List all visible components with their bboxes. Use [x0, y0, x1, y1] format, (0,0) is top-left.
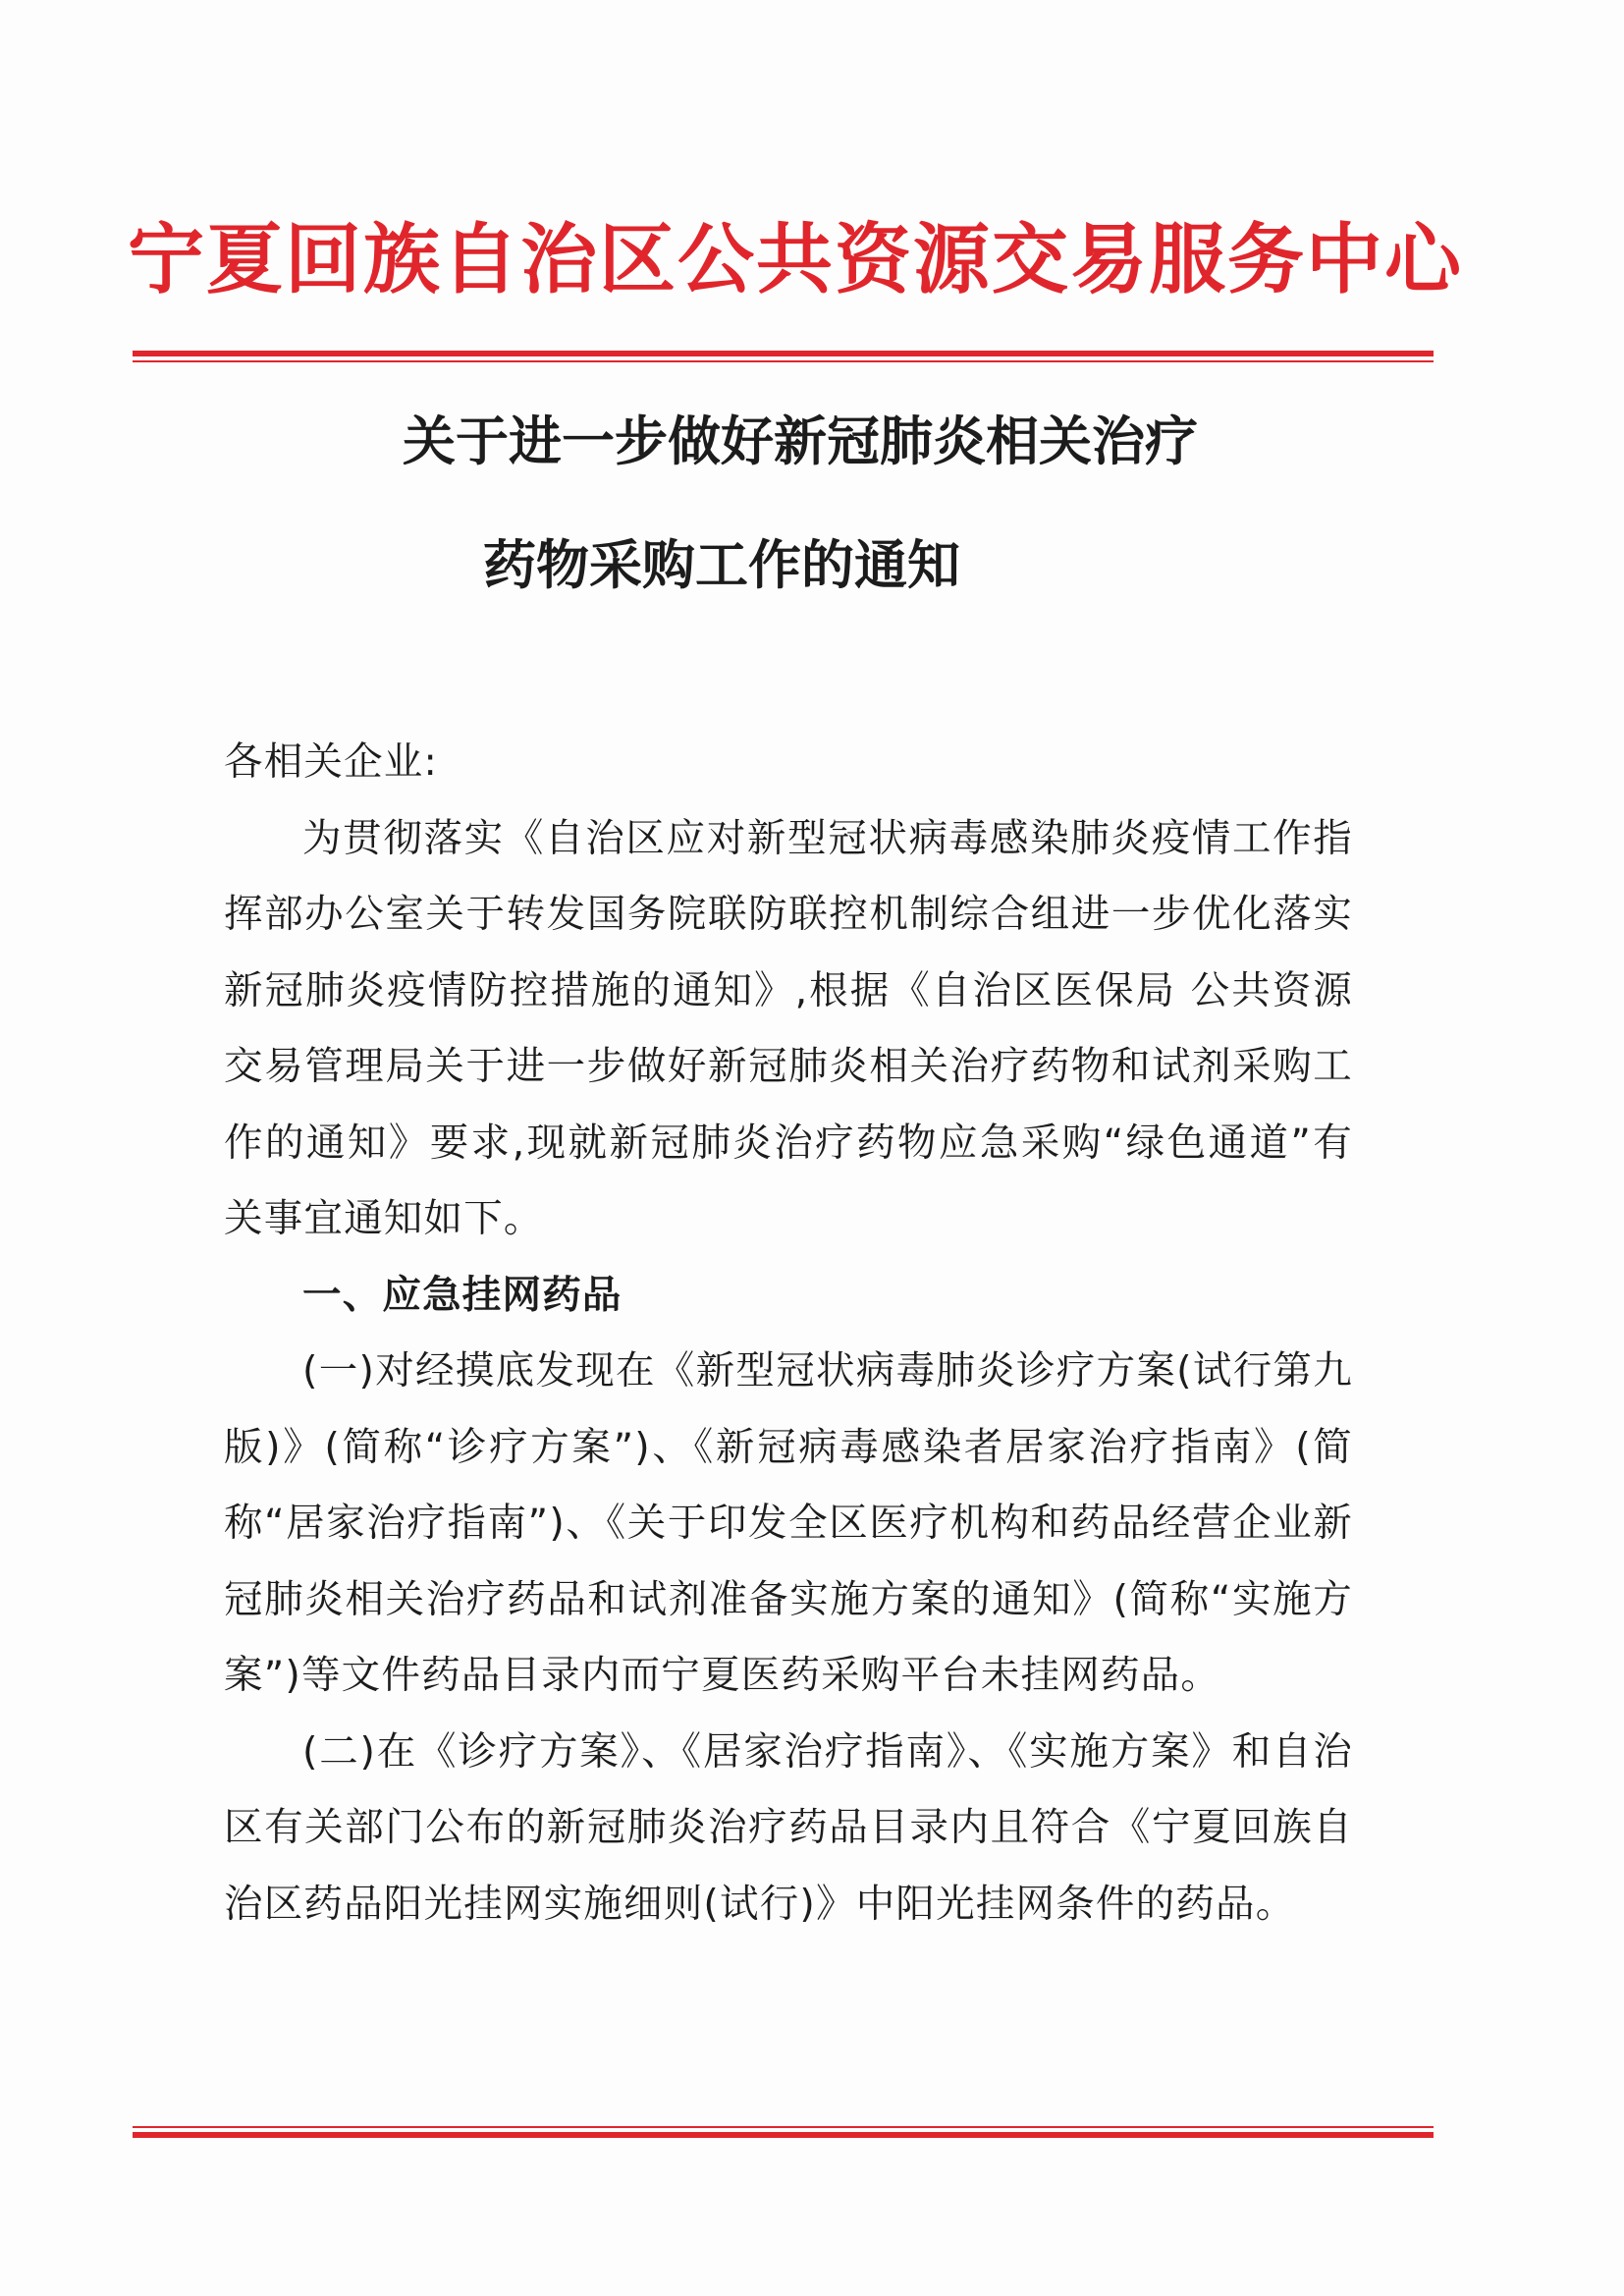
document-body [224, 725, 1353, 1942]
title-line-1: 关于进一步做好新冠肺炎相关治疗 [403, 410, 1198, 472]
title-line-2: 药物采购工作的通知 [483, 533, 960, 596]
salutation: 各相关企业: [224, 739, 439, 785]
header-rule-thin [133, 360, 1434, 362]
header-rule-thick [133, 351, 1434, 356]
footer-rule-thin [133, 2126, 1434, 2128]
footer-rule-thick [133, 2132, 1434, 2138]
issuer-header: 宁夏回族自治区公共资源交易服务中心 [128, 215, 1464, 304]
item-paragraph-2: (二)在《诊疗方案》、《居家治疗指南》、《实施方案》和自治区有关部门公布的新冠肺炎治疗药品目录内且符合《宁夏回族自治区药品阳光挂网实施细则(试行)》中阳光挂网条件的药品。 [224, 1728, 1353, 1927]
intro-paragraph: 为贯彻落实《自治区应对新型冠状病毒感染肺炎疫情工作指挥部办公室关于转发国务院联防联控机制综合组进一步优化落实新冠肺炎疫情防控措施的通知》,根据《自治区医保局 公共资源交易管理局关于进一步做好新冠肺炎相关治疗药物和试剂采购工作的通知》要求,现就新冠肺炎治疗药物应急采购“绿色通道”有关事宜通知如下。 [224, 815, 1353, 1241]
item-paragraph-1: (一)对经摸底发现在《新型冠状病毒肺炎诊疗方案(试行第九版)》(简称“诊疗方案”)、《新冠病毒感染者居家治疗指南》(简称“居家治疗指南”)、《关于印发全区医疗机构和药品经营企业新冠肺炎相关治疗药品和试剂准备实施方案的通知》(简称“实施方案”)等文件药品目录内而宁夏医药采购平台未挂网药品。 [224, 1348, 1353, 1698]
section-heading-1: 一、应急挂网药品 [302, 1272, 623, 1318]
